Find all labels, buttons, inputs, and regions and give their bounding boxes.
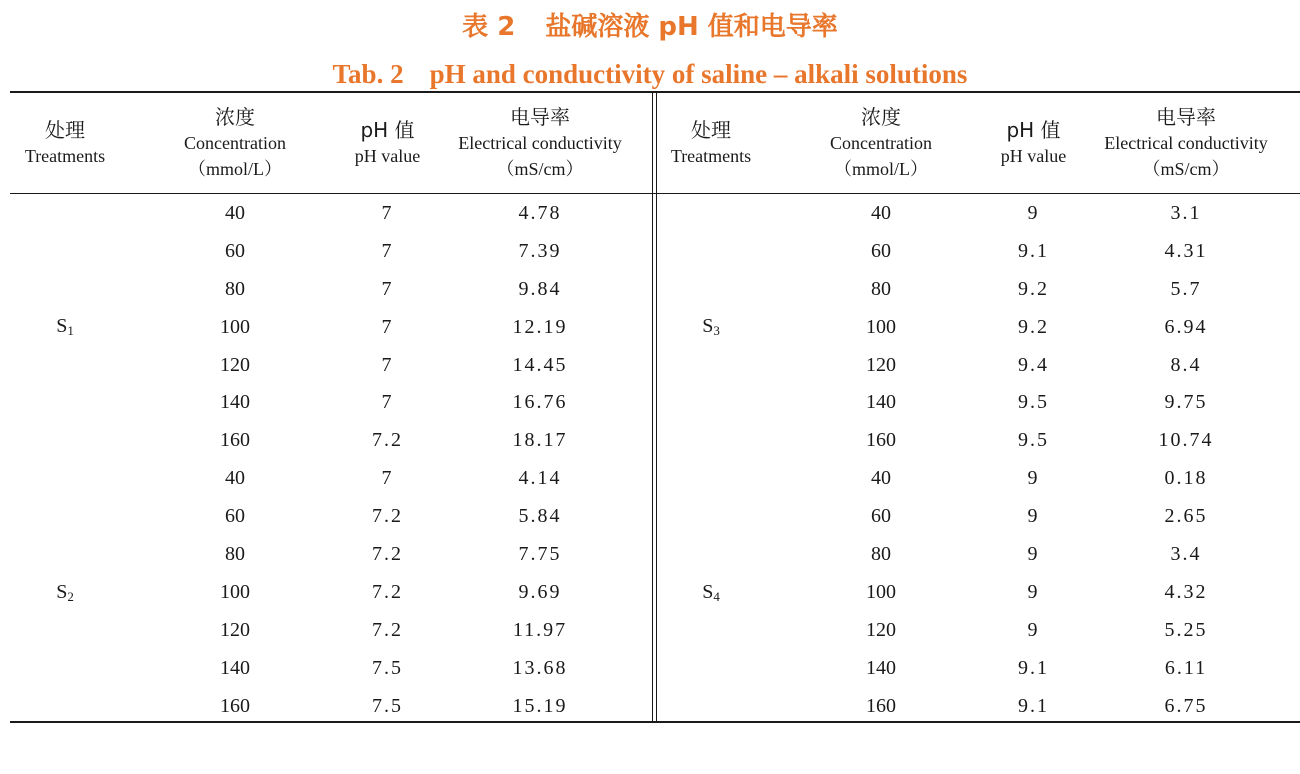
table-row [656, 612, 1300, 650]
cell-ph: 9.2 [1018, 315, 1049, 338]
cell-conductivity: 0.18 [1164, 467, 1208, 490]
cell-concentration: 40 [225, 467, 245, 490]
cell-concentration: 60 [871, 505, 891, 528]
cell-conductivity: 9.84 [518, 277, 562, 300]
cell-ph: 7.2 [372, 618, 403, 641]
table-row [656, 536, 1300, 574]
cell-conductivity: 7.39 [518, 239, 562, 262]
table-row [10, 612, 655, 650]
table-row [656, 422, 1300, 460]
cell-conductivity: 14.45 [512, 353, 568, 376]
table-caption-chinese [0, 10, 1300, 44]
cell-conductivity: 6.75 [1164, 694, 1208, 717]
table-row [656, 233, 1300, 271]
cell-ph: 7.2 [372, 429, 403, 452]
cell-conductivity: 5.25 [1164, 618, 1208, 641]
cell-ph: 9.1 [1018, 694, 1049, 717]
cell-ph: 9 [1027, 543, 1040, 566]
table-row [656, 384, 1300, 422]
cell-ph: 7.5 [372, 656, 403, 679]
header-ec-en: Electrical conductivity [458, 133, 622, 153]
table-right-half [656, 93, 1300, 721]
cell-conductivity: 5.84 [518, 505, 562, 528]
table-left-half [10, 93, 655, 721]
table-row [10, 688, 655, 726]
cell-conductivity: 5.7 [1170, 277, 1202, 300]
header-concentration-en: Concentration [184, 133, 286, 153]
cell-conductivity: 15.19 [512, 694, 568, 717]
cell-ph: 9.1 [1018, 239, 1049, 262]
table-row [10, 347, 655, 385]
table-row [656, 460, 1300, 498]
cell-conductivity: 13.68 [512, 656, 568, 679]
cell-ph: 9 [1027, 580, 1040, 603]
cell-conductivity: 7.75 [518, 543, 562, 566]
group-label-s2: $S_2$ [56, 581, 74, 604]
table-row [10, 422, 655, 460]
table-row [10, 195, 655, 233]
header-ph [976, 93, 1091, 193]
cell-conductivity: 4.32 [1164, 580, 1208, 603]
header-ph-en: pH value [354, 146, 421, 166]
header-treatments [656, 93, 766, 193]
table-row [656, 498, 1300, 536]
table-title-cn: 盐碱溶液 pH 值和电导率 [545, 12, 838, 42]
table-row [10, 233, 655, 271]
header-ec-en: Electrical conductivity [1104, 133, 1268, 153]
cell-ph: 9.5 [1018, 429, 1049, 452]
cell-conductivity: 6.94 [1164, 315, 1208, 338]
group-label-s3: $S_3$ [702, 315, 720, 338]
header-ph-en: pH value [1000, 146, 1067, 166]
cell-ph: 7 [381, 239, 394, 262]
table-body-left [10, 195, 655, 725]
table-row [10, 309, 655, 347]
cell-conductivity: 3.4 [1170, 543, 1202, 566]
cell-conductivity: 6.11 [1164, 656, 1208, 679]
group-label-s1: $S_1$ [56, 315, 74, 338]
header-ph [330, 93, 445, 193]
cell-ph: 7.2 [372, 543, 403, 566]
cell-ph: 7 [381, 277, 394, 300]
cell-concentration: 80 [225, 277, 245, 300]
cell-concentration: 140 [866, 391, 896, 414]
table-title-en: pH and conductivity of saline – alkali solutions [429, 59, 968, 89]
cell-concentration: 60 [225, 505, 245, 528]
header-treatments-en: Treatments [670, 146, 752, 166]
table-row [656, 574, 1300, 612]
header-concentration-en: Concentration [830, 133, 932, 153]
cell-conductivity: 4.78 [518, 202, 562, 224]
cell-concentration: 80 [871, 543, 891, 566]
header-ph-cn: pH 值 [360, 118, 415, 142]
cell-concentration: 140 [220, 391, 250, 414]
cell-ph: 9.1 [1018, 656, 1049, 679]
cell-ph: 7 [381, 353, 394, 376]
cell-conductivity: 16.76 [512, 391, 568, 414]
header-concentration-unit: （mmol/L） [834, 159, 928, 179]
cell-conductivity: 9.69 [518, 580, 562, 603]
cell-ph: 7.2 [372, 580, 403, 603]
table-row [10, 498, 655, 536]
table-body-right [656, 195, 1300, 725]
cell-ph: 9 [1027, 505, 1040, 528]
cell-ph: 9 [1027, 202, 1040, 224]
table-row [10, 460, 655, 498]
table-row [656, 309, 1300, 347]
table-row [10, 271, 655, 309]
cell-ph: 7 [381, 467, 394, 490]
table-row [656, 271, 1300, 309]
cell-ph: 7 [381, 391, 394, 414]
group-label-s4: $S_4$ [702, 581, 720, 604]
table-row [656, 688, 1300, 726]
table-row [10, 536, 655, 574]
cell-conductivity: 4.14 [518, 467, 562, 490]
table-row [656, 195, 1300, 233]
cell-ph: 7.2 [372, 505, 403, 528]
table-caption-english [0, 57, 1300, 91]
cell-conductivity: 12.19 [512, 315, 568, 338]
table-row [656, 650, 1300, 688]
table-number-en: Tab. 2 [332, 59, 404, 89]
cell-concentration: 40 [225, 202, 245, 224]
header-treatments-cn: 处理 [45, 118, 85, 142]
header-ec-cn: 电导率 [1156, 105, 1216, 129]
cell-concentration: 60 [225, 239, 245, 262]
cell-concentration: 160 [866, 694, 896, 717]
header-concentration [165, 93, 305, 193]
header-electrical-conductivity [440, 93, 640, 193]
cell-conductivity: 11.97 [512, 618, 568, 641]
header-ec-unit: （mS/cm） [1142, 159, 1230, 179]
cell-ph: 9.5 [1018, 391, 1049, 414]
cell-ph: 7 [381, 202, 394, 224]
cell-conductivity: 3.1 [1170, 202, 1202, 224]
cell-concentration: 120 [220, 618, 250, 641]
header-treatments-cn: 处理 [691, 118, 731, 142]
cell-conductivity: 2.65 [1164, 505, 1208, 528]
header-electrical-conductivity [1086, 93, 1286, 193]
table-row [10, 384, 655, 422]
cell-concentration: 100 [866, 580, 896, 603]
cell-ph: 9 [1027, 467, 1040, 490]
cell-concentration: 140 [866, 656, 896, 679]
cell-concentration: 120 [220, 353, 250, 376]
cell-concentration: 40 [871, 202, 891, 224]
cell-conductivity: 9.75 [1164, 391, 1208, 414]
cell-concentration: 80 [225, 543, 245, 566]
table-row [10, 650, 655, 688]
cell-concentration: 100 [866, 315, 896, 338]
table-row [10, 574, 655, 612]
table-number-cn: 表 2 [462, 12, 516, 42]
cell-conductivity: 10.74 [1158, 429, 1214, 452]
cell-concentration: 40 [871, 467, 891, 490]
table-row [656, 347, 1300, 385]
cell-ph: 9.2 [1018, 277, 1049, 300]
header-ec-unit: （mS/cm） [496, 159, 584, 179]
cell-concentration: 60 [871, 239, 891, 262]
cell-concentration: 160 [220, 694, 250, 717]
header-concentration [811, 93, 951, 193]
header-treatments [10, 93, 120, 193]
cell-concentration: 140 [220, 656, 250, 679]
cell-concentration: 100 [220, 315, 250, 338]
cell-concentration: 100 [220, 580, 250, 603]
cell-conductivity: 8.4 [1170, 353, 1202, 376]
cell-concentration: 80 [871, 277, 891, 300]
cell-concentration: 120 [866, 353, 896, 376]
cell-concentration: 160 [866, 429, 896, 452]
cell-ph: 7.5 [372, 694, 403, 717]
cell-conductivity: 4.31 [1164, 239, 1208, 262]
header-concentration-cn: 浓度 [861, 105, 901, 129]
cell-ph: 9 [1027, 618, 1040, 641]
header-ec-cn: 电导率 [510, 105, 570, 129]
cell-concentration: 160 [220, 429, 250, 452]
cell-ph: 9.4 [1018, 353, 1049, 376]
cell-concentration: 120 [866, 618, 896, 641]
cell-conductivity: 18.17 [512, 429, 568, 452]
header-treatments-en: Treatments [24, 146, 106, 166]
header-concentration-cn: 浓度 [215, 105, 255, 129]
header-ph-cn: pH 值 [1006, 118, 1061, 142]
cell-ph: 7 [381, 315, 394, 338]
header-concentration-unit: （mmol/L） [188, 159, 282, 179]
